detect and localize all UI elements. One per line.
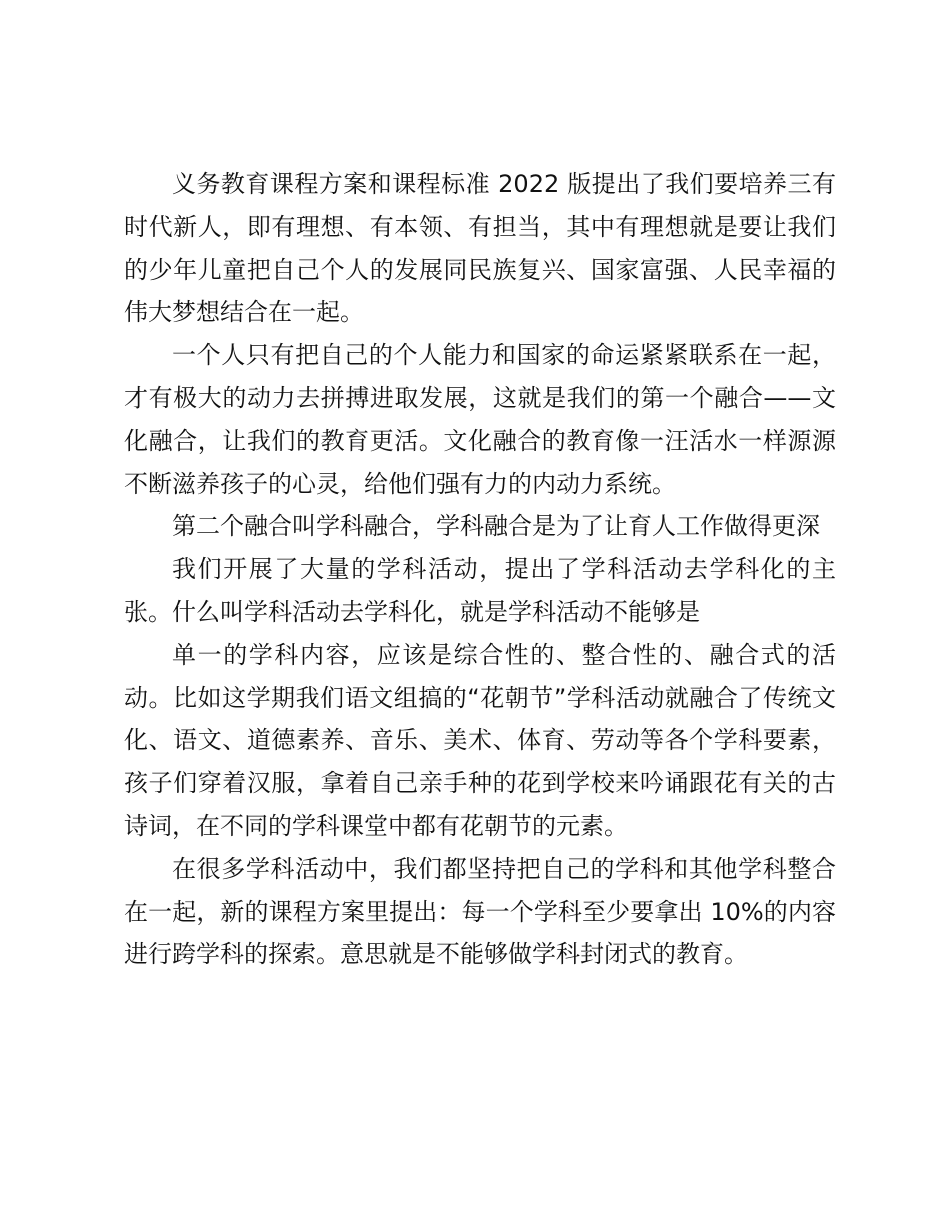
paragraph-3: 第二个融合叫学科融合，学科融合是为了让育人工作做得更深: [172, 512, 820, 541]
paragraph-6: 在很多学科活动中，我们都坚持把自己的学科和其他学科整合在一起，新的课程方案里提出：每一个学科至少要拿出 10%的内容进行跨学科的探索。意思就是不能够做学科封闭式的教育。: [124, 854, 836, 969]
paragraph-2: 一个人只有把自己的个人能力和国家的命运紧紧联系在一起，才有极大的动力去拼搏进取发展，这就是我们的第一个融合——文化融合，让我们的教育更活。文化融合的教育像一汪活水一样源源不断滋养孩子的心灵，给他们强有力的内动力系统。: [124, 341, 836, 498]
document-body: [124, 163, 836, 976]
paragraph-1: 义务教育课程方案和课程标准 2022 版提出了我们要培养三有时代新人，即有理想、有本领、有担当，其中有理想就是要让我们的少年儿童把自己个人的发展同民族复兴、国家富强、人民幸福的伟大梦想结合在一起。: [124, 170, 836, 327]
paragraph-5: 单一的学科内容，应该是综合性的、整合性的、融合式的活动。比如这学期我们语文组搞的“花朝节”学科活动就融合了传统文化、语文、道德素养、音乐、美术、体育、劳动等各个学科要素，孩子们穿着汉服，拿着自己亲手种的花到学校来吟诵跟花有关的古诗词，在不同的学科课堂中都有花朝节的元素。: [124, 640, 836, 840]
paragraph-4: 我们开展了大量的学科活动，提出了学科活动去学科化的主张。什么叫学科活动去学科化，就是学科活动不能够是: [124, 555, 836, 626]
